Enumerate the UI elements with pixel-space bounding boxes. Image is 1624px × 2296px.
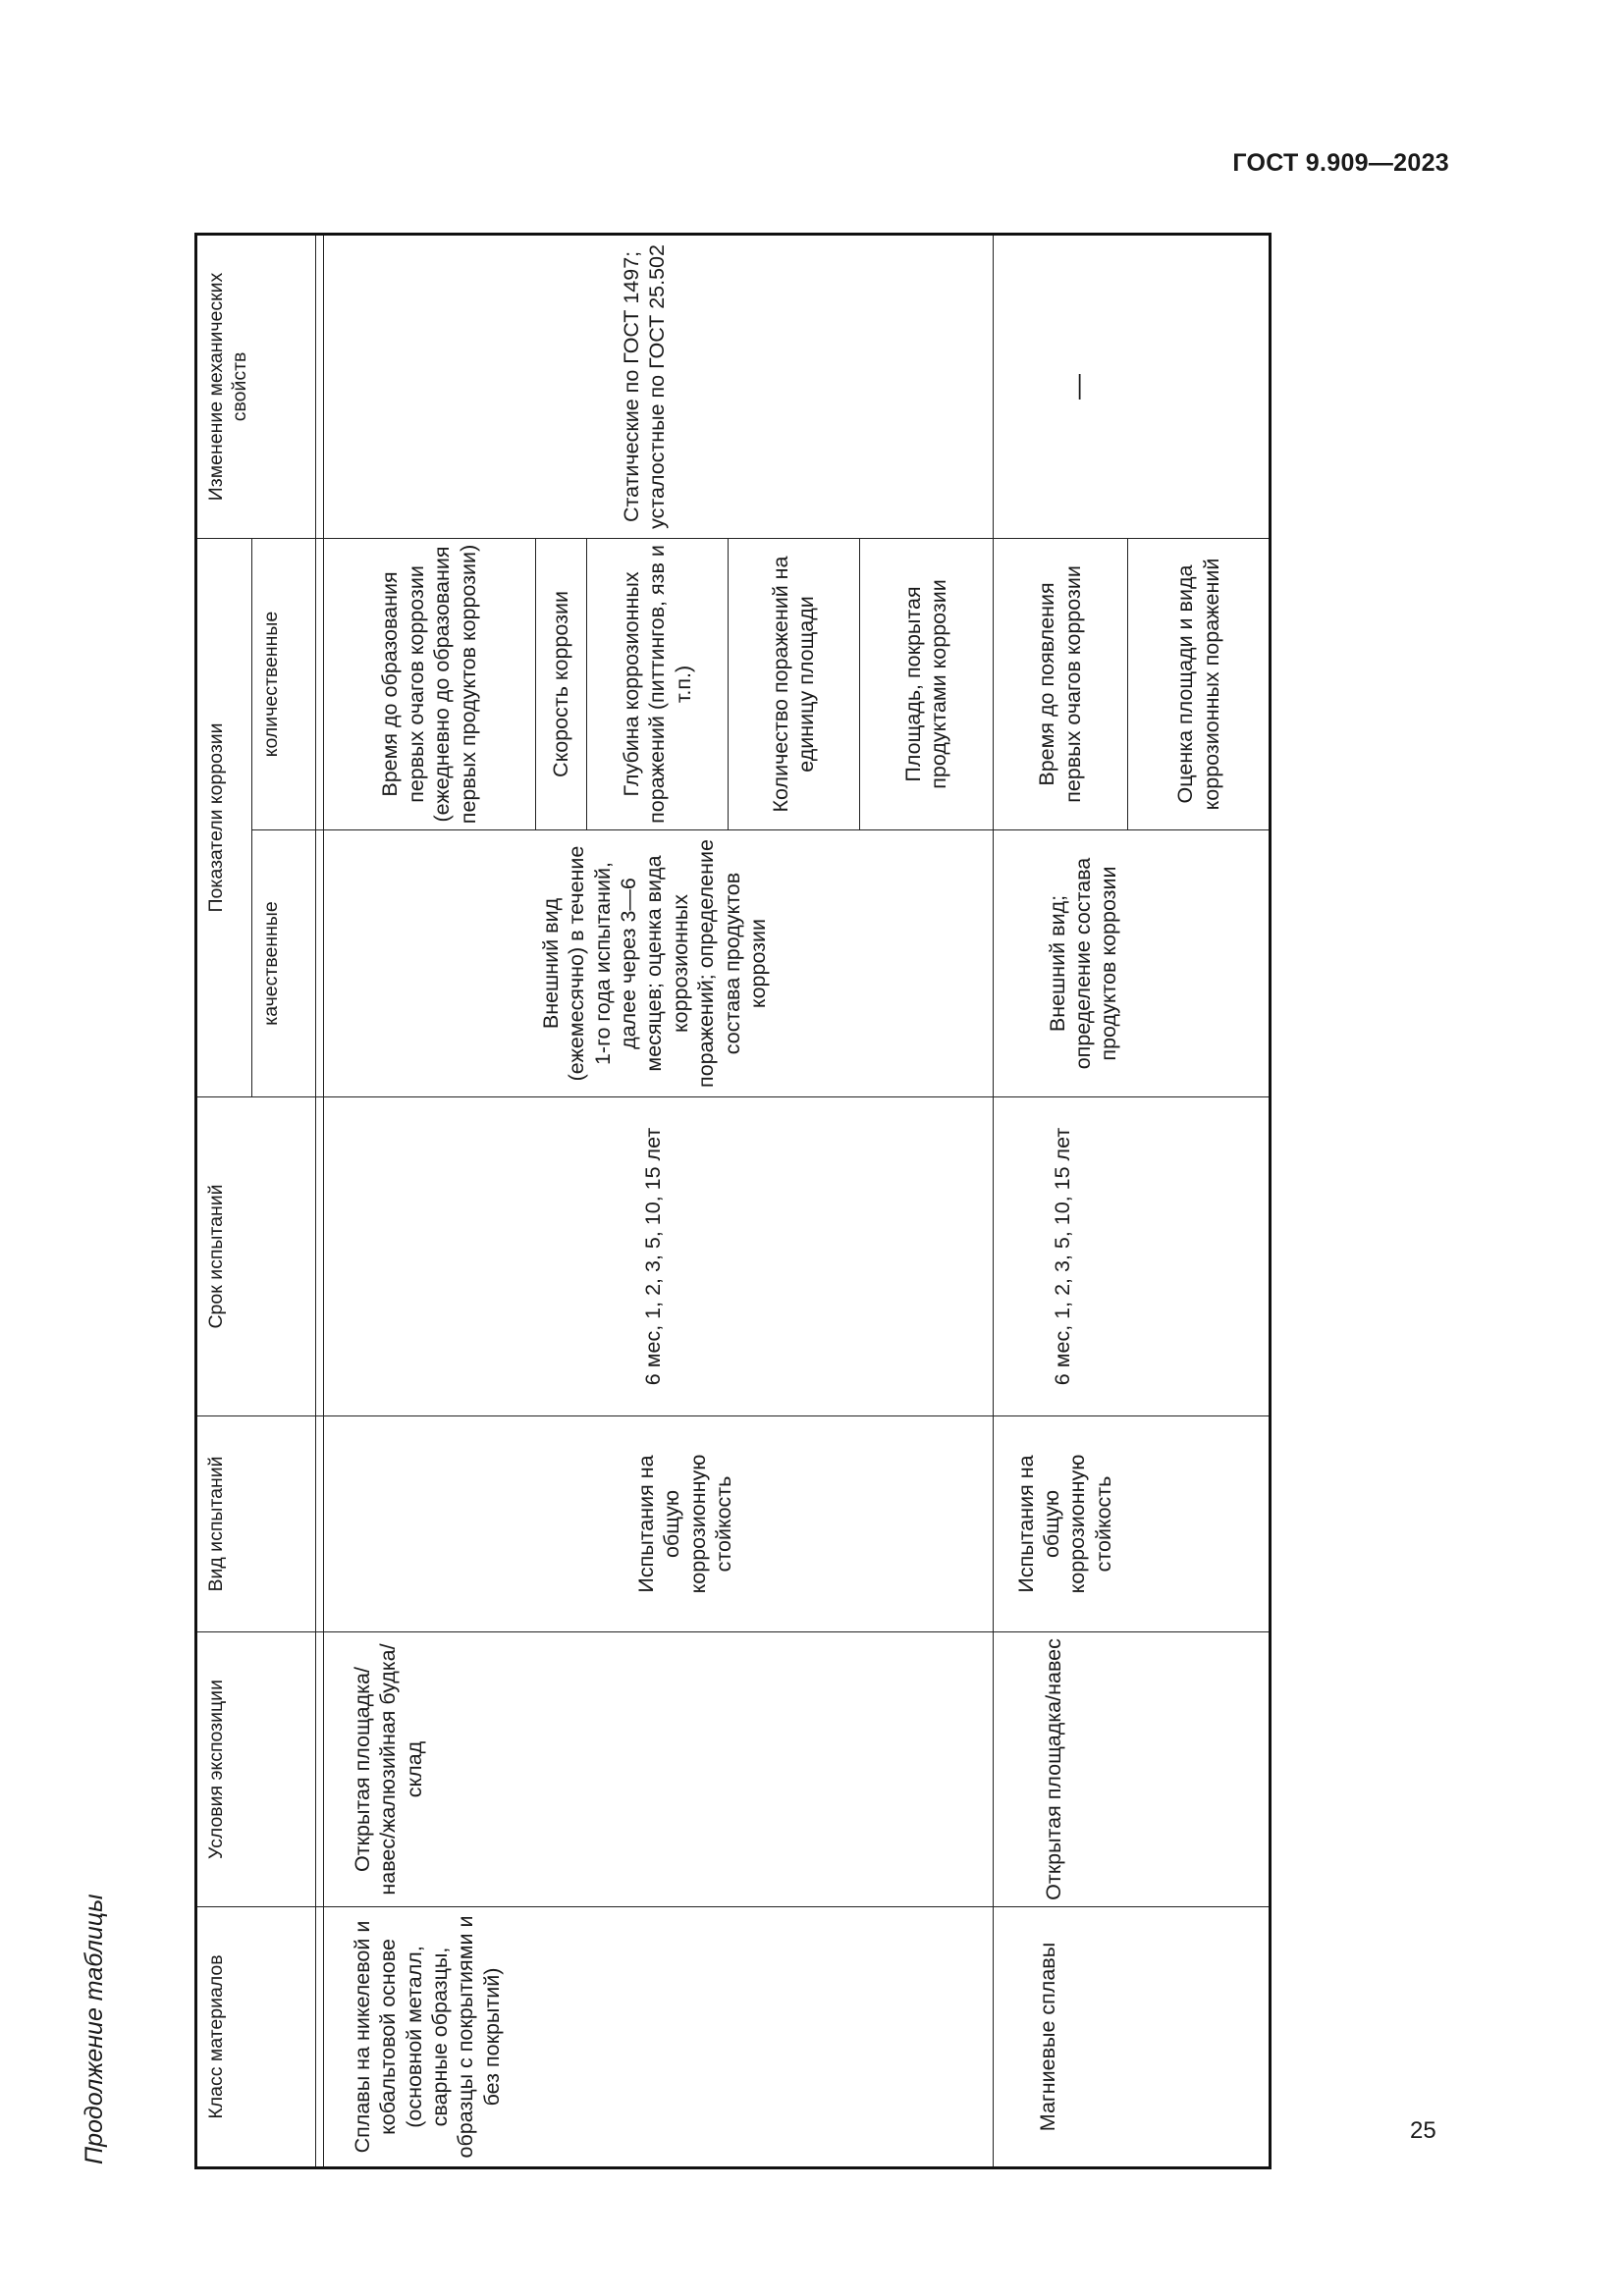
cell-mechanical-changes: Статические по ГОСТ 1497; усталостные по ГОСТ 25.502	[323, 234, 993, 538]
header-qualitative: качественные	[252, 830, 315, 1097]
header-row-1	[196, 234, 252, 2167]
cell-mechanical-changes: —	[993, 234, 1270, 538]
header-test-duration: Срок испытаний	[196, 1097, 316, 1416]
cell-quantitative-5: Площадь, покрытая продуктами коррозии	[860, 538, 993, 829]
cell-test-duration: 6 мес, 1, 2, 3, 5, 10, 15 лет	[993, 1097, 1270, 1416]
table-row	[323, 234, 535, 2167]
cell-test-type: Испытания на общую коррозионную стойкость	[323, 1416, 993, 1632]
cell-exposure-conditions: Открытая площадка/навес/жалюзийная будка/склад	[323, 1632, 993, 1907]
cell-quantitative-1: Время до образования первых очагов коррозии (ежедневно до образования первых продуктов коррозии)	[323, 538, 535, 829]
header-corrosion-indicators: Показатели коррозии	[196, 538, 252, 1096]
separator-cell	[315, 234, 323, 538]
separator-cell	[315, 1907, 323, 2168]
cell-qualitative: Внешний вид; определение состава продуктов коррозии	[993, 830, 1270, 1097]
separator-cell	[315, 1416, 323, 1632]
cell-test-duration: 6 мес, 1, 2, 3, 5, 10, 15 лет	[323, 1097, 993, 1416]
corrosion-tests-table	[194, 236, 1272, 2169]
table-row	[993, 234, 1128, 2167]
document-code: ГОСТ 9.909—2023	[1232, 149, 1449, 177]
header-material-class: Класс материалов	[196, 1907, 316, 2168]
separator-cell	[315, 830, 323, 1097]
header-quantitative: количественные	[252, 538, 315, 829]
header-exposure-conditions: Условия экспозиции	[196, 1632, 316, 1907]
cell-test-type: Испытания на общую коррозионную стойкость	[993, 1416, 1270, 1632]
separator-cell	[315, 1097, 323, 1416]
cell-exposure-conditions: Открытая площадка/навес	[993, 1632, 1270, 1907]
separator-cell	[315, 1632, 323, 1907]
cell-quantitative-2: Оценка площади и вида коррозионных поражений	[1128, 538, 1271, 829]
table-grid	[194, 233, 1272, 2169]
header-mechanical-changes: Изменение механических свойств	[196, 234, 316, 538]
cell-qualitative: Внешний вид (ежемесячно) в течение 1-го года испытаний, далее через 3—6 месяцев; оценка вида коррозионных поражений; определение состава продуктов коррозии	[323, 830, 993, 1097]
table-caption: Продолжение таблицы	[81, 1894, 108, 2164]
cell-quantitative-3: Глубина коррозионных поражений (питтингов, язв и т.п.)	[587, 538, 728, 829]
cell-quantitative-2: Скорость коррозии	[535, 538, 587, 829]
cell-quantitative-1: Время до появления первых очагов коррозии	[993, 538, 1128, 829]
page-number: 25	[1410, 2117, 1436, 2144]
header-test-type: Вид испытаний	[196, 1416, 316, 1632]
separator-cell	[315, 538, 323, 829]
cell-quantitative-4: Количество поражений на единицу площади	[728, 538, 859, 829]
cell-material-class: Сплавы на никелевой и кобальтовой основе (основной металл, сварные образцы, образцы с покрытиями и без покрытий)	[323, 1907, 993, 2168]
header-separator-row	[315, 234, 323, 2167]
cell-material-class: Магниевые сплавы	[993, 1907, 1270, 2168]
